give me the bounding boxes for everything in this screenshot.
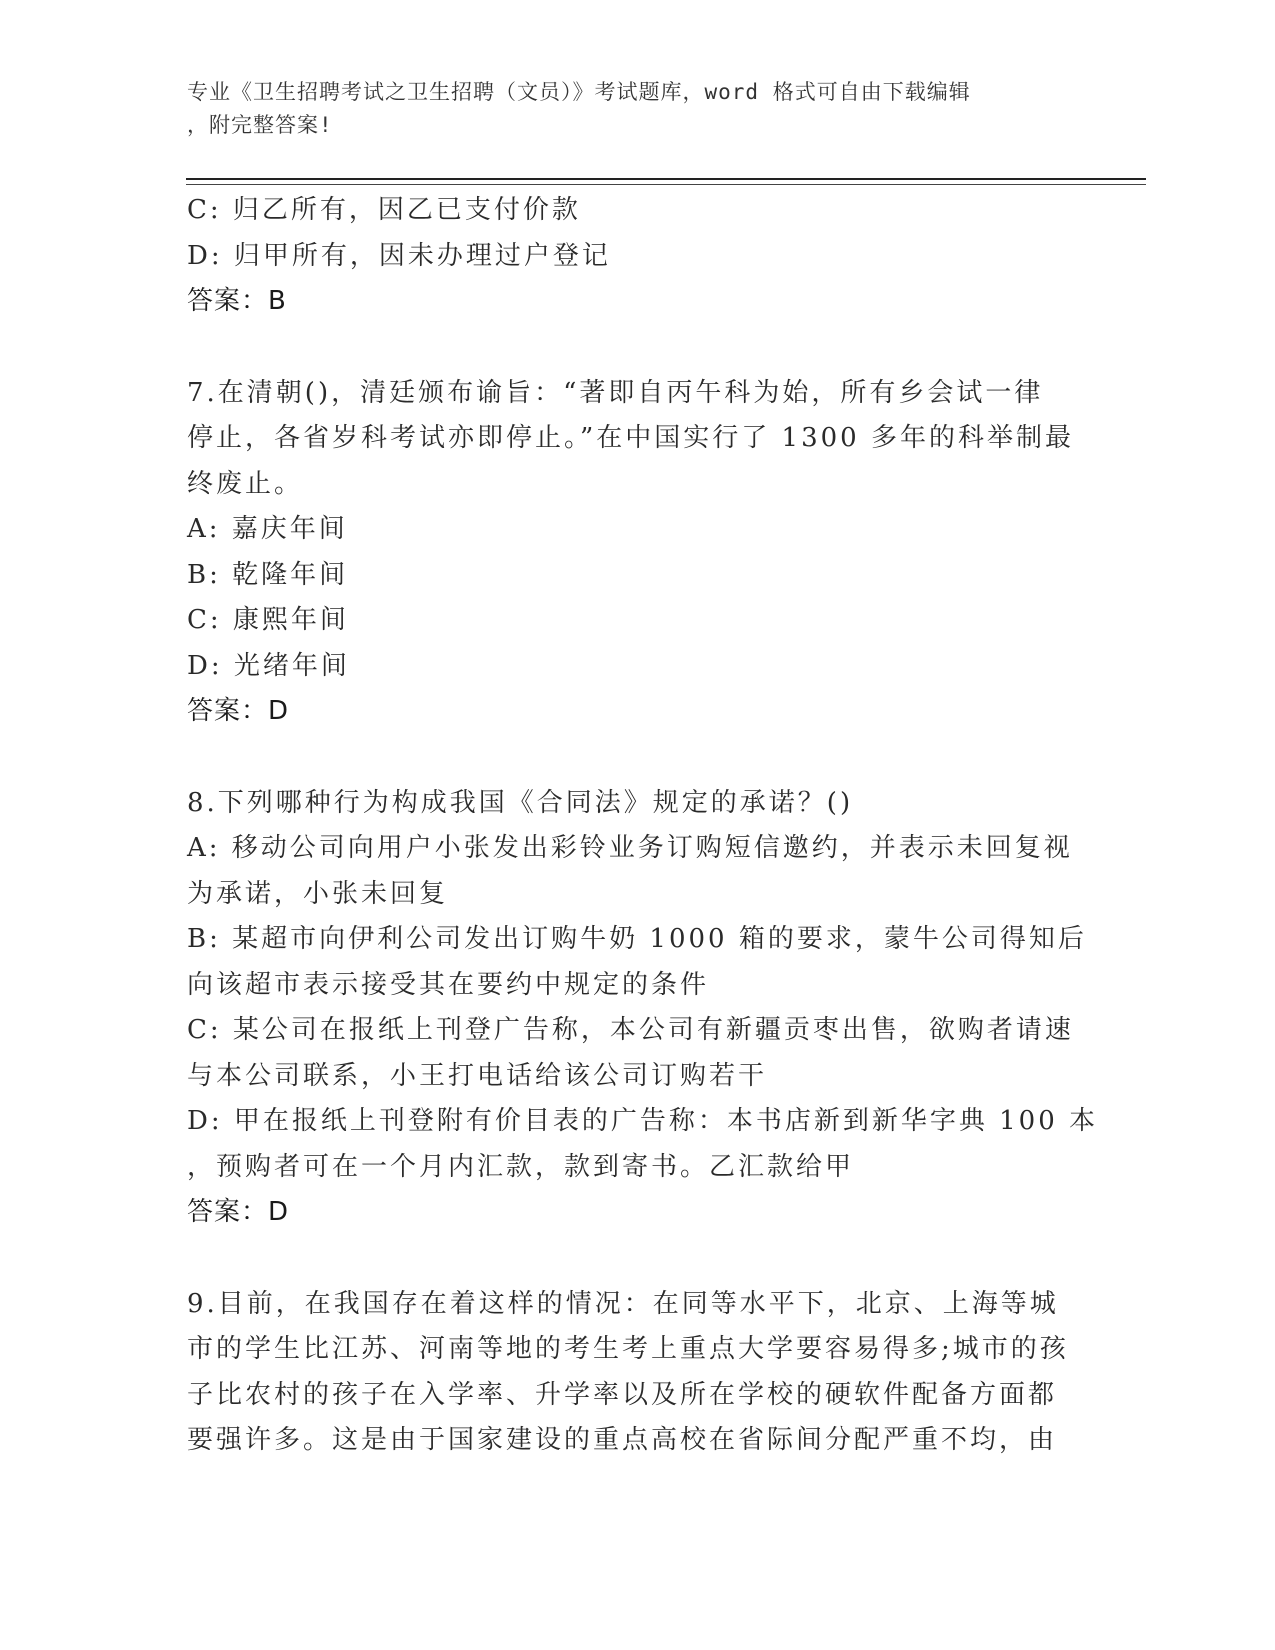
spacer <box>187 1236 1087 1282</box>
q9-stem-line-3: 子比农村的孩子在入学率、升学率以及所在学校的硬软件配备方面都 <box>187 1379 1058 1410</box>
q9-stem-line-1: 9.目前，在我国存在着这样的情况：在同等水平下，北京、上海等城 <box>187 1288 1059 1319</box>
q8-stem: 8.下列哪种行为构成我国《合同法》规定的承诺？() <box>187 787 854 818</box>
q7-stem-line-1: 7.在清朝()，清廷颁布谕旨：“著即自丙午科为始，所有乡会试一律 <box>187 377 1044 408</box>
q9-stem-line-4: 要强许多。这是由于国家建设的重点高校在省际间分配严重不均，由 <box>187 1425 1058 1455</box>
q9-stem-line-2: 市的学生比江苏、河南等地的考生考上重点大学要容易得多;城市的孩 <box>187 1334 1069 1364</box>
q8-option-a-line-1: A: 移动公司向用户小张发出彩铃业务订购短信邀约，并表示未回复视 <box>187 833 1073 863</box>
q8-option-b-line-2: 向该超市表示接受其在要约中规定的条件 <box>187 969 710 1000</box>
q7-option-c: C: 康熙年间 <box>187 605 349 635</box>
question-content <box>187 188 1099 1464</box>
q8-option-c-line-1: C: 某公司在报纸上刊登广告称，本公司有新疆贡枣出售，欲购者请速 <box>187 1015 1074 1045</box>
q8-answer: 答案：D <box>187 1197 290 1227</box>
q7-option-d: D: 光绪年间 <box>187 650 350 681</box>
q7-answer: 答案：D <box>187 696 290 726</box>
spacer <box>187 325 1087 371</box>
q8-option-b-line-1: B: 某超市向伊利公司发出订购牛奶 1000 箱的要求，蒙牛公司得知后 <box>187 924 1087 954</box>
q7-option-b: B: 乾隆年间 <box>187 559 349 590</box>
header-line-2: ，附完整答案! <box>187 113 333 137</box>
q8-option-a-line-2: 为承诺，小张未回复 <box>187 878 449 909</box>
q7-stem-line-3: 终废止。 <box>187 468 304 499</box>
header-divider-thin <box>186 184 1146 185</box>
q7-stem-line-2: 停止，各省岁科考试亦即停止。”在中国实行了 1300 多年的科举制最 <box>187 423 1074 453</box>
header-line-1: 专业《卫生招聘考试之卫生招聘（文员）》考试题库，word 格式可自由下载编辑 <box>187 80 971 104</box>
q8-option-d-line-1: D: 甲在报纸上刊登附有价目表的广告称：本书店新到新华字典 100 本 <box>187 1106 1099 1136</box>
document-header <box>187 76 1067 142</box>
q8-option-c-line-2: 与本公司联系，小王打电话给该公司订购若干 <box>187 1060 768 1091</box>
prev-option-c: C: 归乙所有，因乙已支付价款 <box>187 195 581 225</box>
prev-option-d: D: 归甲所有，因未办理过户登记 <box>187 240 611 271</box>
header-divider-thick <box>186 178 1146 180</box>
spacer <box>187 735 1087 781</box>
q8-option-d-line-2: ，预购者可在一个月内汇款，款到寄书。乙汇款给甲 <box>187 1151 855 1182</box>
q7-option-a: A: 嘉庆年间 <box>187 514 348 544</box>
prev-answer: 答案：B <box>187 286 287 316</box>
